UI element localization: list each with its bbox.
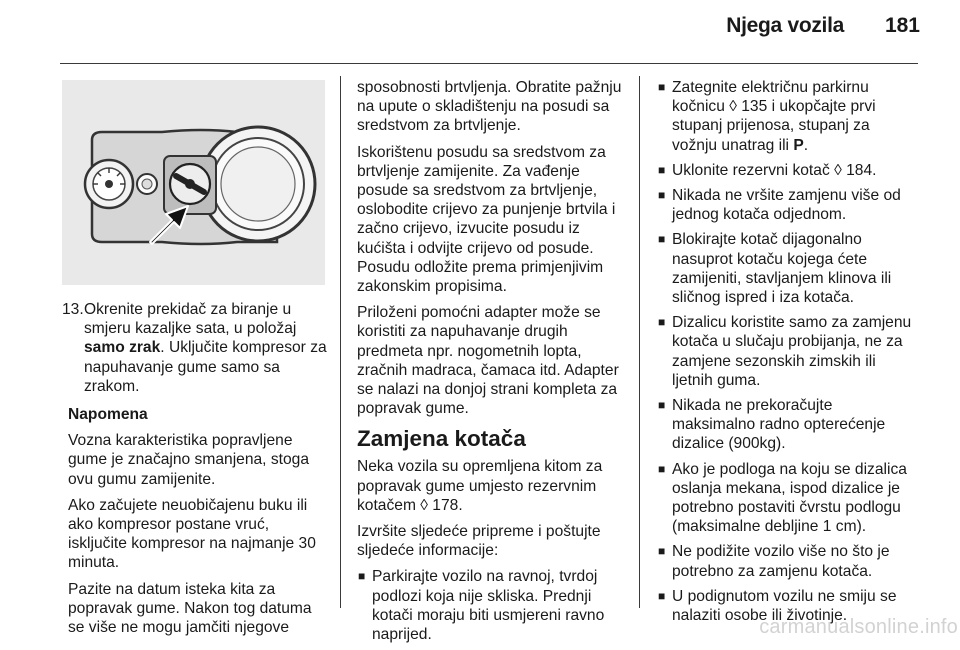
step-13 bbox=[62, 300, 328, 396]
paragraph-adapter: Priloženi pomoćni adapter može se koristiti za napuhavanje drugih predmeta npr. nogometnih lopta, zračnih madraca, čamaca itd. Adapter se nalazi na donjoj strani kompleta za popravak gume. bbox=[357, 304, 619, 418]
header-title: Njega vozila bbox=[726, 14, 844, 37]
list-item bbox=[657, 460, 919, 537]
compressor-switch-figure bbox=[62, 80, 325, 285]
list-item-text: U podignutom vozilu ne smiju se nalaziti osobe ili životinje. bbox=[672, 587, 897, 625]
list-item bbox=[657, 396, 919, 454]
column-1 bbox=[62, 300, 328, 644]
paragraph-preparations: Izvršite sljedeće pripreme i poštujte sljedeće informacije: bbox=[357, 523, 601, 560]
paragraph-sealing: sposobnosti brtvljenja. Obratite pažnju na upute o skladištenju na posudi sa sredstvom za brtvljenje. bbox=[357, 79, 622, 135]
list-item-text: Nikada ne prekoračujte maksimalno radno opterećenje dizalice (900kg). bbox=[672, 397, 886, 453]
column-3 bbox=[657, 78, 919, 631]
paragraph-replace-bottle: Iskorištenu posudu sa sredstvom za brtvljenje zamijenite. Za vađenje posude sa sredstvom za brtvljenje, oslobodite crijevo za punjenje brtvila i začno crijevo, izvucite posudu iz kućišta i odvijte crijevo od posude. Posudu odložite prema primjenjivim zakonskim propisima. bbox=[357, 143, 616, 296]
note-paragraph-1: Vozna karakteristika popravljene gume je značajno smanjena, stoga ovu gumu zamijenite. bbox=[68, 432, 309, 488]
bullet-icon: ■ bbox=[658, 188, 666, 203]
page-number: 181 bbox=[884, 14, 920, 37]
bullet-list-col3 bbox=[657, 78, 919, 625]
note-title: Napomena bbox=[68, 406, 148, 424]
list-item-text: Ne podižite vozilo više no što je potrebno za zamjenu kotača. bbox=[672, 543, 890, 580]
list-item bbox=[657, 78, 919, 155]
header-rule bbox=[60, 63, 918, 64]
column-divider-1 bbox=[340, 76, 341, 608]
bullet-icon: ■ bbox=[658, 162, 666, 177]
compressor-illustration bbox=[62, 80, 325, 285]
list-item bbox=[657, 542, 919, 580]
bullet-icon: ■ bbox=[658, 80, 666, 94]
list-item bbox=[657, 313, 919, 390]
list-item-text: Ako je podloga na koju se dizalica oslanja mekana, ispod dizalice je potrebno postaviti čvrstu podlogu (maksimalne debljine 1 cm). bbox=[672, 460, 907, 536]
bullet-icon: ■ bbox=[358, 569, 366, 584]
list-item bbox=[657, 161, 919, 180]
bullet-icon: ■ bbox=[658, 544, 666, 559]
step-text-1: Okrenite prekidač za biranje u smjeru kazaljke sata, u položaj bbox=[84, 301, 297, 338]
list-item bbox=[657, 186, 919, 224]
bullet-list-col2 bbox=[357, 567, 629, 644]
list-item bbox=[357, 567, 629, 644]
bullet-icon: ■ bbox=[658, 232, 666, 247]
bullet-icon: ■ bbox=[658, 398, 666, 413]
section-title: Zamjena kotača bbox=[357, 426, 526, 452]
note-paragraph-2: Ako začujete neuobičajenu buku ili ako kompresor postane vruć, isključite kompresor na najmanje 30 minuta. bbox=[68, 496, 316, 572]
list-item-text: Nikada ne vršite zamjenu više od jednog kotača odjednom. bbox=[672, 187, 901, 224]
note-paragraph-3: Pazite na datum isteka kita za popravak gume. Nakon tog datuma se više ne mogu jamčiti njegove bbox=[68, 580, 312, 637]
column-2 bbox=[357, 78, 629, 650]
list-item-bold: P bbox=[793, 136, 804, 154]
note-block bbox=[62, 405, 328, 637]
list-item bbox=[657, 230, 919, 307]
paragraph-intro: Neka vozila su opremljena kitom za popravak gume umjesto rezervnim kotačem ◊ 178. bbox=[357, 458, 603, 514]
watermark: carmanualsonline.info bbox=[759, 616, 958, 638]
list-item-suffix: . bbox=[803, 136, 809, 154]
step-number: 13. bbox=[62, 301, 84, 318]
bullet-icon: ■ bbox=[658, 588, 666, 603]
list-item-text: Parkirajte vozilo na ravnoj, tvrdoj podlozi koja nije skliska. Prednji kotači moraju biti usmjereni ravno naprijed. bbox=[372, 568, 605, 644]
bullet-icon: ■ bbox=[658, 461, 666, 476]
list-item-text: Uklonite rezervni kotač ◊ 184. bbox=[672, 161, 877, 179]
list-item-text: Zategnite električnu parkirnu kočnicu ◊ 135 i ukopčajte prvi stupanj prijenosa, stupanj za vožnju unatrag ili bbox=[672, 79, 876, 154]
step-text-2: . Uključite kompresor za napuhavanje gume samo sa zrakom. bbox=[84, 339, 327, 395]
column-divider-2 bbox=[639, 76, 640, 608]
list-item-text: Dizalicu koristite samo za zamjenu kotača u slučaju probijanja, ne za zamjene sezonskih zimskih ili ljetnih guma. bbox=[672, 314, 912, 389]
list-item-text: Blokirajte kotač dijagonalno nasuprot kotaču kojega ćete zamijeniti, stavljanjem klinova ili sličnog ispred i iza kotača. bbox=[672, 231, 892, 307]
bullet-icon: ■ bbox=[658, 315, 666, 330]
step-bold-setting: samo zrak bbox=[84, 339, 161, 357]
